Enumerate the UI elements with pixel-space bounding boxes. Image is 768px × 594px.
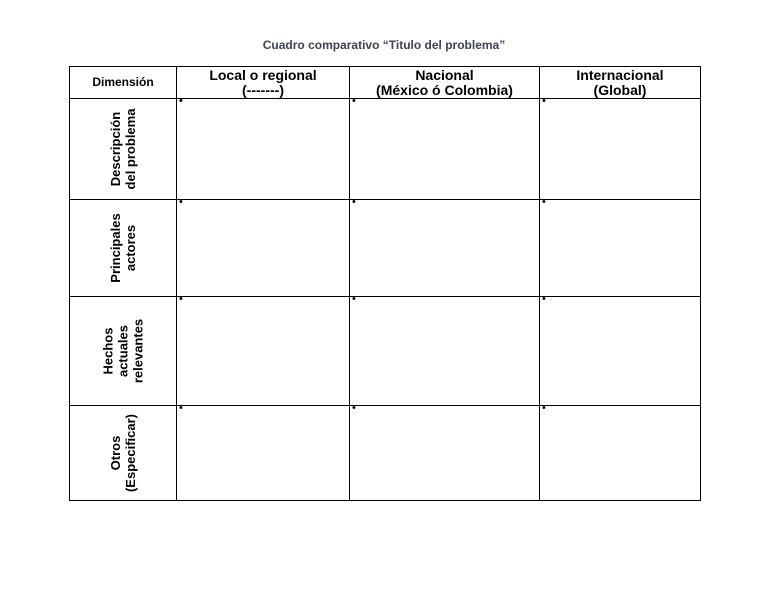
bullet: • [352, 196, 356, 208]
bullet: • [179, 402, 183, 414]
row-label-descripcion [70, 99, 177, 200]
header-row [70, 67, 701, 99]
comparison-table [69, 66, 701, 501]
header-internacional-line1: Internacional [576, 66, 664, 83]
table-row [70, 406, 701, 501]
cell-internacional[interactable] [540, 95, 701, 200]
document-title: Cuadro comparativo “Titulo del problema” [262, 38, 506, 52]
bullet: • [352, 95, 356, 107]
header-dimension: Dimensión [70, 67, 177, 99]
row-label-line: (Especificar) [123, 413, 138, 493]
cell-nacional[interactable] [350, 95, 540, 200]
bullet: • [352, 293, 356, 305]
header-internacional [540, 67, 701, 99]
table-row [70, 99, 701, 200]
row-label-actores [70, 200, 177, 297]
header-local-line2: (-------) [242, 81, 284, 98]
bullet: • [352, 402, 356, 414]
header-local-line1: Local o regional [209, 66, 317, 83]
row-label-line: del problema [123, 108, 138, 190]
row-label-line: Hechos [100, 327, 116, 375]
bullet: • [179, 95, 183, 107]
table-row [70, 200, 701, 297]
cell-local[interactable] [177, 402, 350, 501]
cell-nacional[interactable] [350, 293, 540, 406]
bullet: • [542, 402, 546, 414]
cell-local[interactable] [177, 196, 350, 297]
bullet: • [542, 196, 546, 208]
bullet: • [542, 95, 546, 107]
row-label-line: relevantes [130, 318, 146, 384]
bullet: • [179, 196, 183, 208]
row-label-line: Descripción [108, 111, 123, 187]
header-nacional [350, 67, 540, 99]
header-local [177, 67, 350, 99]
bullet: • [179, 293, 183, 305]
cell-internacional[interactable] [540, 196, 701, 297]
table-row [70, 297, 701, 406]
row-label-line: Principales [108, 213, 123, 283]
header-internacional-line2: (Global) [593, 81, 647, 98]
row-label-hechos [70, 297, 177, 406]
row-label-otros [70, 406, 177, 501]
cell-nacional[interactable] [350, 196, 540, 297]
cell-nacional[interactable] [350, 402, 540, 501]
header-nacional-line2: (México ó Colombia) [376, 81, 513, 98]
header-nacional-line1: Nacional [415, 66, 474, 83]
row-label-line: actores [123, 224, 138, 272]
cell-internacional[interactable] [540, 402, 701, 501]
cell-internacional[interactable] [540, 293, 701, 406]
row-label-line: Otros [108, 435, 123, 471]
row-label-line: actuales [115, 324, 131, 378]
cell-local[interactable] [177, 95, 350, 200]
cell-local[interactable] [177, 293, 350, 406]
bullet: • [542, 293, 546, 305]
